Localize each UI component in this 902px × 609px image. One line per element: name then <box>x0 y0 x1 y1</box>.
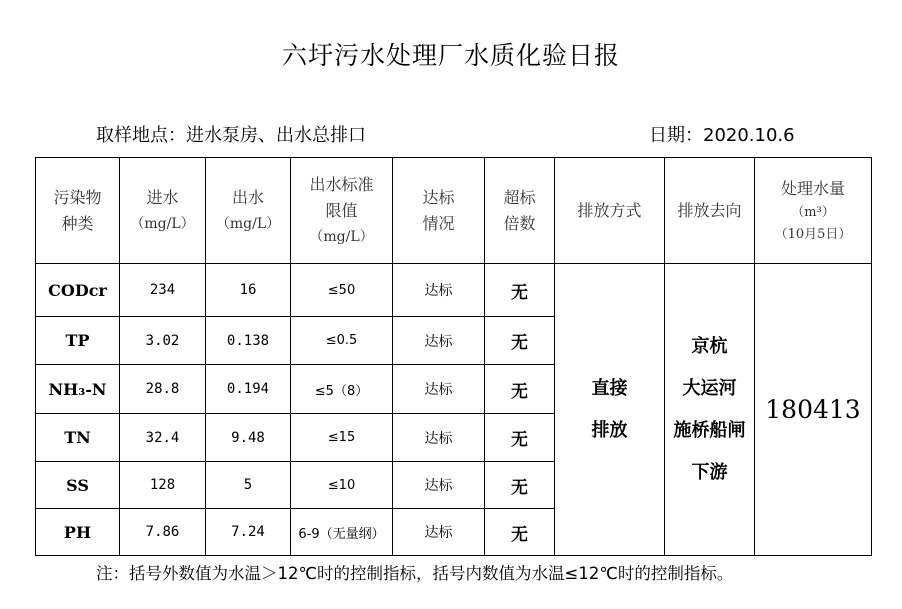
compliance-status: 达标 <box>393 509 485 556</box>
sampling-location: 取样地点：进水泵房、出水总排口 <box>96 125 366 146</box>
pollutant-name: PH <box>36 509 120 556</box>
pollutant-name: SS <box>36 462 120 509</box>
table-row <box>36 264 872 317</box>
report-title: 六圩污水处理厂水质化验日报 <box>281 41 620 70</box>
influent-value: 128 <box>120 462 206 509</box>
effluent-value: 9.48 <box>206 414 291 462</box>
exceed-multiple: 无 <box>485 509 555 556</box>
header-influent: 进水 （mg/L） <box>120 158 206 264</box>
exceed-multiple: 无 <box>485 462 555 509</box>
water-quality-table <box>35 157 872 556</box>
table-header-row <box>36 158 872 264</box>
effluent-value: 0.138 <box>206 317 291 365</box>
limit-value: ≤0.5 <box>291 317 393 365</box>
header-pollutant: 污染物 种类 <box>36 158 120 264</box>
header-limit: 出水标准 限值 （mg/L） <box>291 158 393 264</box>
treated-volume: 180413 <box>755 264 872 556</box>
limit-value: 6-9（无量纲） <box>291 509 393 556</box>
header-discharge-method: 排放方式 <box>555 158 665 264</box>
compliance-status: 达标 <box>393 317 485 365</box>
exceed-multiple: 无 <box>485 317 555 365</box>
footnote: 注：括号外数值为水温＞12℃时的控制指标，括号内数值为水温≤12℃时的控制指标。 <box>96 564 734 583</box>
influent-value: 7.86 <box>120 509 206 556</box>
limit-value: ≤5（8） <box>291 365 393 414</box>
influent-value: 28.8 <box>120 365 206 414</box>
compliance-status: 达标 <box>393 414 485 462</box>
limit-value: ≤10 <box>291 462 393 509</box>
pollutant-name: NH₃-N <box>36 365 120 414</box>
limit-value: ≤50 <box>291 264 393 317</box>
discharge-destination: 京杭 大运河 施桥船闸 下游 <box>665 264 755 556</box>
discharge-method: 直接 排放 <box>555 264 665 556</box>
influent-value: 32.4 <box>120 414 206 462</box>
header-effluent: 出水 （mg/L） <box>206 158 291 264</box>
pollutant-name: CODcr <box>36 264 120 317</box>
exceed-multiple: 无 <box>485 264 555 317</box>
header-compliance: 达标 情况 <box>393 158 485 264</box>
compliance-status: 达标 <box>393 365 485 414</box>
header-discharge-destination: 排放去向 <box>665 158 755 264</box>
header-exceed: 超标 倍数 <box>485 158 555 264</box>
limit-value: ≤15 <box>291 414 393 462</box>
compliance-status: 达标 <box>393 264 485 317</box>
report-date: 日期：2020.10.6 <box>649 125 795 146</box>
exceed-multiple: 无 <box>485 414 555 462</box>
effluent-value: 7.24 <box>206 509 291 556</box>
pollutant-name: TP <box>36 317 120 365</box>
effluent-value: 5 <box>206 462 291 509</box>
exceed-multiple: 无 <box>485 365 555 414</box>
influent-value: 234 <box>120 264 206 317</box>
effluent-value: 16 <box>206 264 291 317</box>
effluent-value: 0.194 <box>206 365 291 414</box>
compliance-status: 达标 <box>393 462 485 509</box>
influent-value: 3.02 <box>120 317 206 365</box>
header-volume: 处理水量 （m³） （10月5日） <box>755 158 872 264</box>
pollutant-name: TN <box>36 414 120 462</box>
